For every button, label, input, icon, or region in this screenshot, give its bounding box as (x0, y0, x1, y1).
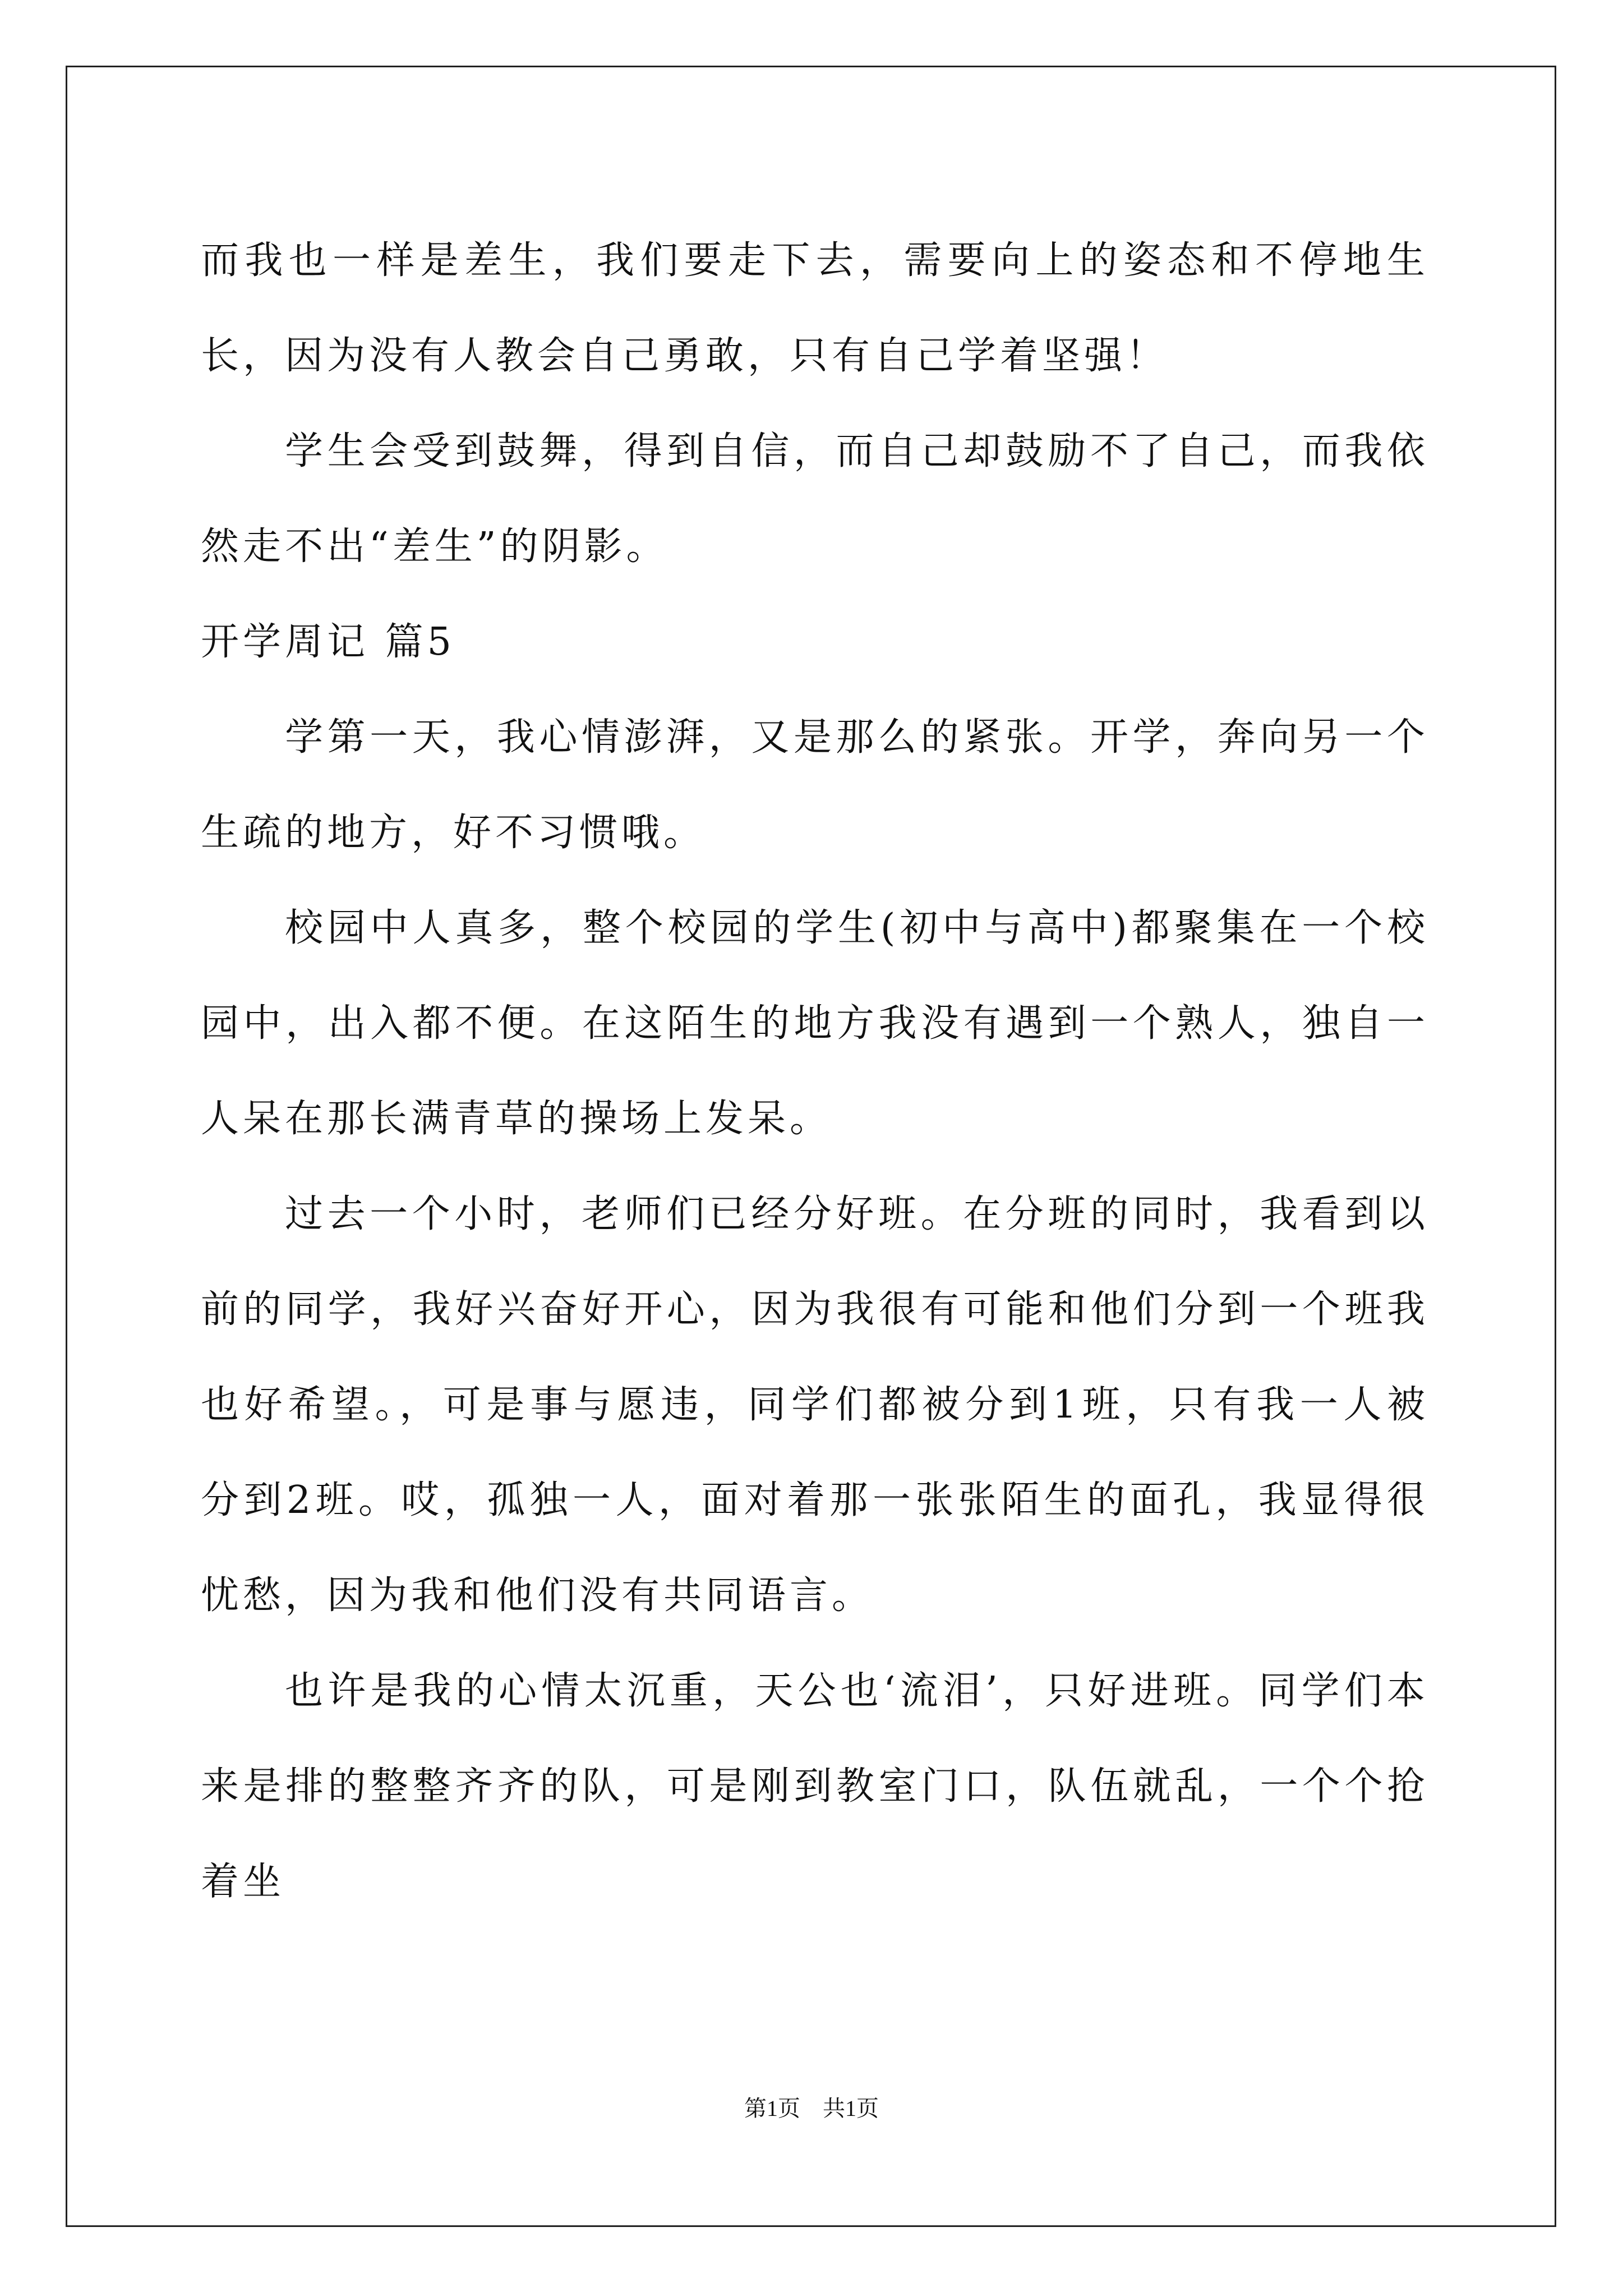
document-body (201, 213, 1429, 1930)
paragraph-4: 校园中人真多，整个校园的学生(初中与高中)都聚集在一个校园中，出入都不便。在这陌生的地方我没有遇到一个熟人，独自一人呆在那长满青草的操场上发呆。 (201, 906, 1429, 1141)
section-heading: 开学周记 篇5 (201, 620, 455, 664)
paragraph-2: 学生会受到鼓舞，得到自信，而自己却鼓励不了自己，而我依然走不出“差生”的阴影。 (201, 429, 1429, 569)
paragraph-1: 而我也一样是差生，我们要走下去，需要向上的姿态和不停地生长，因为没有人教会自己勇敢，只有自己学着坚强！ (201, 238, 1429, 378)
paragraph-6: 也许是我的心情太沉重，天公也‘流泪’，只好进班。同学们本来是排的整整齐齐的队，可是刚到教室门口，队伍就乱，一个个抢着坐 (201, 1669, 1429, 1904)
paragraph-5: 过去一个小时，老师们已经分好班。在分班的同时，我看到以前的同学，我好兴奋好开心，因为我很有可能和他们分到一个班我也好希望。，可是事与愿违，同学们都被分到1班，只有我一人被分到2班。哎，孤独一人，面对着那一张张陌生的面孔，我显得很忧愁，因为我和他们没有共同语言。 (201, 1192, 1429, 1618)
page-footer: 第1页 共1页 (744, 2096, 879, 2121)
paragraph-3: 学第一天，我心情澎湃，又是那么的紧张。开学，奔向另一个生疏的地方，好不习惯哦。 (201, 715, 1429, 855)
